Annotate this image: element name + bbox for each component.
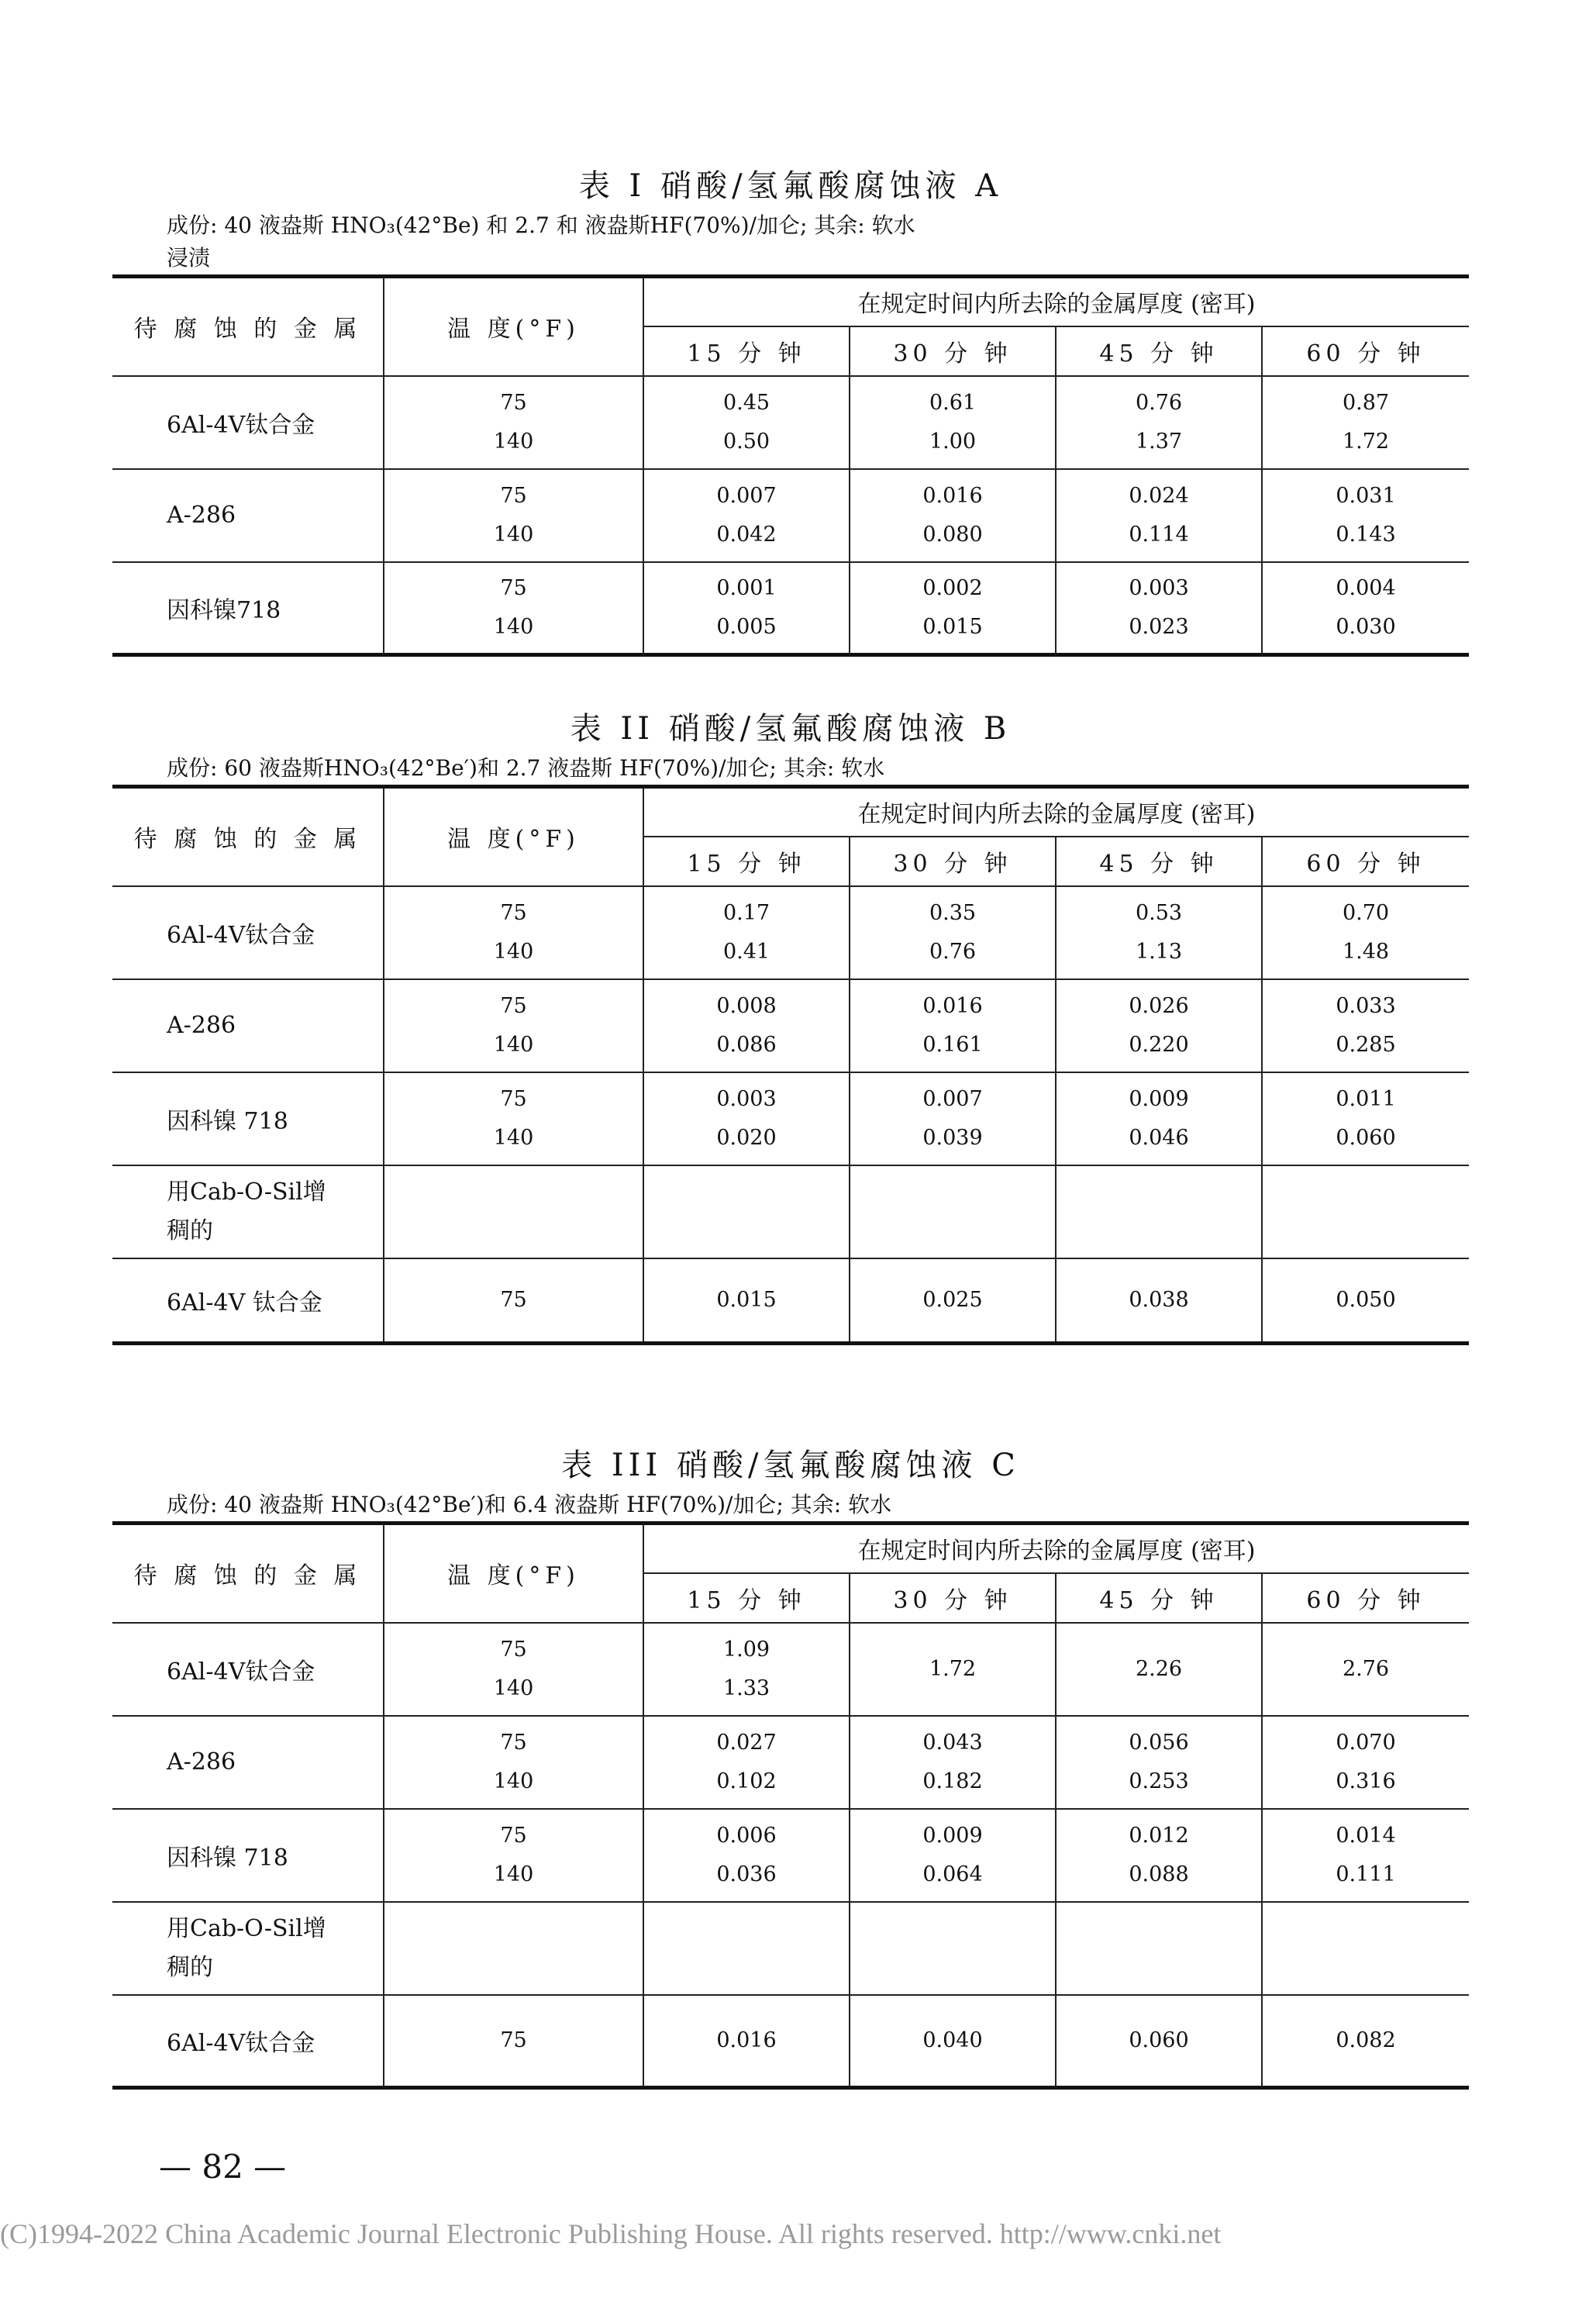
thickened-label-line: 稠的: [167, 1217, 213, 1244]
value-cell: [1262, 1072, 1469, 1165]
value-cell: [643, 562, 850, 655]
table-row: [112, 1623, 1469, 1716]
header-group: 在规定时间内所去除的金属厚度 (密耳): [643, 277, 1469, 326]
header-60min: 60 分 钟: [1262, 837, 1469, 886]
temp-cell: [384, 1072, 643, 1165]
value: 0.009: [1129, 1086, 1189, 1111]
value: 0.285: [1336, 1032, 1396, 1057]
temp-cell: [384, 886, 643, 979]
value-cell: [1056, 1809, 1262, 1902]
metal-name: A-286: [112, 979, 384, 1072]
table-row: [112, 1072, 1469, 1165]
metal-name: 因科镍718: [112, 562, 384, 655]
value: 0.53: [1135, 900, 1183, 925]
value: 0.114: [1129, 522, 1189, 547]
temp-cell: [384, 1716, 643, 1809]
value: 0.030: [1336, 614, 1396, 639]
temp-value: 75: [500, 1637, 527, 1662]
temp-cell: [384, 1623, 643, 1716]
empty-cell: [1262, 1165, 1469, 1258]
value-cell: [643, 469, 850, 562]
value: 0.007: [922, 1086, 983, 1111]
value: 0.027: [716, 1730, 777, 1755]
table-row: [112, 1165, 1469, 1258]
temp-value: 75: [500, 1823, 527, 1848]
value-cell: [643, 1072, 850, 1165]
value-cell: [1056, 562, 1262, 655]
value-cell: [1262, 1716, 1469, 1809]
value: 0.023: [1129, 614, 1189, 639]
header-30min: 30 分 钟: [850, 326, 1056, 376]
table-3-composition: 成份: 40 液盎斯 HNO₃(42°Be′)和 6.4 液盎斯 HF(70%)/加仑; 其余: 软水: [167, 1492, 892, 1517]
page-number: — 82 —: [159, 2148, 287, 2186]
value: 0.76: [1135, 390, 1183, 415]
header-45min: 45 分 钟: [1056, 326, 1262, 376]
value: 0.043: [922, 1730, 983, 1755]
temp-value: 75: [500, 1730, 527, 1755]
table-3: [112, 1442, 1469, 2090]
value: 1.37: [1135, 429, 1183, 454]
value: 0.016: [643, 1995, 850, 2088]
temp-cell: [384, 376, 643, 469]
temp-value: 140: [493, 429, 534, 454]
header-temp: 温 度(°F): [384, 1524, 643, 1623]
value: 0.038: [1056, 1258, 1262, 1344]
header-45min: 45 分 钟: [1056, 837, 1262, 886]
temp-value: 140: [493, 1862, 534, 1886]
value: 0.102: [716, 1769, 777, 1793]
thickened-label: [112, 1902, 384, 1995]
value: 0.080: [922, 522, 983, 547]
metal-name: 6Al-4V钛合金: [112, 886, 384, 979]
temp-value: 140: [493, 1125, 534, 1150]
value: 0.070: [1336, 1730, 1396, 1755]
temp-cell: [384, 979, 643, 1072]
table-row: [112, 1902, 1469, 1995]
value-cell: [850, 979, 1056, 1072]
value: 0.042: [716, 522, 777, 547]
table-2: [112, 706, 1469, 1345]
header-metal: 待 腐 蚀 的 金 属: [112, 277, 384, 376]
value: 0.025: [850, 1258, 1056, 1344]
value: 0.016: [922, 483, 983, 508]
thickened-label-line: 稠的: [167, 1953, 213, 1981]
value-cell: [643, 979, 850, 1072]
value: 1.72: [1342, 429, 1390, 454]
table-3-grid: [112, 1521, 1469, 2090]
value-cell: [1056, 376, 1262, 469]
value: 0.17: [722, 900, 770, 925]
value: 0.007: [716, 483, 777, 508]
value: 0.87: [1342, 390, 1390, 415]
value: 0.088: [1129, 1862, 1189, 1886]
value: 0.003: [716, 1086, 777, 1111]
metal-name: 6Al-4V钛合金: [112, 1623, 384, 1716]
header-temp: 温 度(°F): [384, 787, 643, 886]
header-60min: 60 分 钟: [1262, 326, 1469, 376]
value-cell: [1262, 469, 1469, 562]
value: 1.33: [722, 1676, 770, 1700]
thickened-label-line: 用Cab-O-Sil增: [167, 1914, 326, 1942]
value: 0.064: [922, 1862, 983, 1886]
temp-value: 75: [500, 993, 527, 1018]
value-cell: [643, 376, 850, 469]
value-cell: [1056, 979, 1262, 1072]
value: 0.011: [1336, 1086, 1396, 1111]
value-cell: [1262, 886, 1469, 979]
table-2-grid: [112, 785, 1469, 1345]
copyright-footer: (C)1994-2022 China Academic Journal Electronic Publishing House. All rights reserved. http://www.cnki.net: [0, 2218, 1222, 2249]
value: 0.008: [716, 993, 777, 1018]
value: 0.020: [716, 1125, 777, 1150]
value: 0.024: [1129, 483, 1189, 508]
temp-value: 75: [500, 390, 527, 415]
table-row: [112, 1716, 1469, 1809]
header-group: 在规定时间内所去除的金属厚度 (密耳): [643, 787, 1469, 837]
value: 0.45: [722, 390, 770, 415]
value-cell: [1056, 886, 1262, 979]
value: 0.014: [1336, 1823, 1396, 1848]
empty-cell: [643, 1165, 850, 1258]
header-60min: 60 分 钟: [1262, 1573, 1469, 1623]
value-cell: [850, 469, 1056, 562]
temp-value: 140: [493, 614, 534, 639]
value: 0.002: [922, 575, 983, 600]
header-30min: 30 分 钟: [850, 837, 1056, 886]
value: 1.72: [850, 1623, 1056, 1716]
value: 0.143: [1336, 522, 1396, 547]
value-cell: [1056, 1716, 1262, 1809]
temp-value: 140: [493, 522, 534, 547]
value: 0.046: [1129, 1125, 1189, 1150]
empty-cell: [384, 1902, 643, 1995]
value: 0.161: [922, 1032, 983, 1057]
value: 0.316: [1336, 1769, 1396, 1793]
value: 0.016: [922, 993, 983, 1018]
table-1-composition: 成份: 40 液盎斯 HNO₃(42°Be) 和 2.7 和 液盎斯HF(70%)/加仑; 其余: 软水: [167, 212, 915, 238]
value: 1.00: [929, 429, 977, 454]
temp-cell: [384, 1809, 643, 1902]
empty-cell: [1056, 1902, 1262, 1995]
header-15min: 15 分 钟: [643, 837, 850, 886]
table-row: [112, 562, 1469, 655]
table-row: [112, 469, 1469, 562]
temp-value: 140: [493, 1769, 534, 1793]
metal-name: 因科镍 718: [112, 1809, 384, 1902]
header-temp: 温 度(°F): [384, 277, 643, 376]
table-row: [112, 1258, 1469, 1344]
value: 2.76: [1262, 1623, 1469, 1716]
empty-cell: [1262, 1902, 1469, 1995]
metal-name: 6Al-4V钛合金: [112, 376, 384, 469]
table-row: [112, 376, 1469, 469]
empty-cell: [1056, 1165, 1262, 1258]
value-cell: [850, 1072, 1056, 1165]
temp-value: 75: [500, 900, 527, 925]
temp-value: 75: [500, 1086, 527, 1111]
temp-value: 75: [384, 1258, 643, 1344]
value-cell: [850, 1716, 1056, 1809]
header-15min: 15 分 钟: [643, 326, 850, 376]
thickened-label: [112, 1165, 384, 1258]
value: 0.056: [1129, 1730, 1189, 1755]
value-cell: [850, 1809, 1056, 1902]
header-metal: 待 腐 蚀 的 金 属: [112, 1524, 384, 1623]
value: 0.111: [1336, 1862, 1396, 1886]
empty-cell: [384, 1165, 643, 1258]
value: 0.060: [1336, 1125, 1396, 1150]
value-cell: [1056, 1072, 1262, 1165]
table-1-composition-cont: 浸渍: [167, 245, 211, 271]
header-30min: 30 分 钟: [850, 1573, 1056, 1623]
value: 0.082: [1262, 1995, 1469, 2088]
table-row: [112, 1809, 1469, 1902]
table-row: [112, 886, 1469, 979]
value: 0.253: [1129, 1769, 1189, 1793]
value: 0.039: [922, 1125, 983, 1150]
header-15min: 15 分 钟: [643, 1573, 850, 1623]
value: 0.026: [1129, 993, 1189, 1018]
value: 0.060: [1056, 1995, 1262, 2088]
value-cell: [1262, 562, 1469, 655]
temp-value: 75: [384, 1995, 643, 2088]
value-cell: [643, 1716, 850, 1809]
value: 1.48: [1342, 939, 1390, 964]
value: 0.35: [929, 900, 977, 925]
header-group: 在规定时间内所去除的金属厚度 (密耳): [643, 1524, 1469, 1573]
metal-name: A-286: [112, 469, 384, 562]
empty-cell: [850, 1165, 1056, 1258]
value-cell: [1056, 469, 1262, 562]
value: 0.033: [1336, 993, 1396, 1018]
value-cell: [850, 562, 1056, 655]
temp-cell: [384, 562, 643, 655]
value: 0.040: [850, 1995, 1056, 2088]
value: 0.003: [1129, 575, 1189, 600]
header-45min: 45 分 钟: [1056, 1573, 1262, 1623]
value: 0.41: [722, 939, 770, 964]
value-cell: [1262, 979, 1469, 1072]
table-row: [112, 979, 1469, 1072]
value: 0.009: [922, 1823, 983, 1848]
value: 0.006: [716, 1823, 777, 1848]
value: 0.050: [1262, 1258, 1469, 1344]
temp-value: 140: [493, 1676, 534, 1700]
temp-value: 75: [500, 575, 527, 600]
value-cell: [1262, 376, 1469, 469]
metal-name: A-286: [112, 1716, 384, 1809]
thickened-label-line: 用Cab-O-Sil增: [167, 1178, 326, 1206]
header-metal: 待 腐 蚀 的 金 属: [112, 787, 384, 886]
value-cell: [643, 1809, 850, 1902]
table-1: [112, 163, 1469, 657]
value: 0.220: [1129, 1032, 1189, 1057]
value-cell: [643, 1623, 850, 1716]
metal-name: 因科镍 718: [112, 1072, 384, 1165]
table-2-composition: 成份: 60 液盎斯HNO₃(42°Be′)和 2.7 液盎斯 HF(70%)/加仑; 其余: 软水: [167, 755, 885, 781]
value: 0.004: [1336, 575, 1396, 600]
value: 2.26: [1056, 1623, 1262, 1716]
empty-cell: [850, 1902, 1056, 1995]
value: 0.182: [922, 1769, 983, 1793]
value: 0.70: [1342, 900, 1390, 925]
value: 0.001: [716, 575, 777, 600]
temp-value: 75: [500, 483, 527, 508]
table-3-title: 表 III 硝酸/氢氟酸腐蚀液 C: [561, 1448, 1020, 1483]
metal-name: 6Al-4V 钛合金: [112, 1258, 384, 1344]
table-1-title: 表 I 硝酸/氢氟酸腐蚀液 A: [578, 168, 1003, 204]
table-row: [112, 1995, 1469, 2088]
value: 0.50: [722, 429, 770, 454]
metal-name: 6Al-4V钛合金: [112, 1995, 384, 2088]
value: 0.012: [1129, 1823, 1189, 1848]
temp-value: 140: [493, 1032, 534, 1057]
empty-cell: [643, 1902, 850, 1995]
temp-cell: [384, 469, 643, 562]
value: 0.005: [716, 614, 777, 639]
value-cell: [850, 886, 1056, 979]
table-1-grid: [112, 274, 1469, 657]
value-cell: [850, 376, 1056, 469]
value: 0.031: [1336, 483, 1396, 508]
temp-value: 140: [493, 939, 534, 964]
value: 0.015: [922, 614, 983, 639]
value-cell: [643, 886, 850, 979]
value: 0.086: [716, 1032, 777, 1057]
value: 1.09: [722, 1637, 770, 1662]
value: 0.61: [929, 390, 977, 415]
value: 1.13: [1135, 939, 1183, 964]
value: 0.76: [929, 939, 977, 964]
table-2-title: 表 II 硝酸/氢氟酸腐蚀液 B: [570, 711, 1012, 747]
value-cell: [1262, 1809, 1469, 1902]
value: 0.015: [643, 1258, 850, 1344]
value: 0.036: [716, 1862, 777, 1886]
